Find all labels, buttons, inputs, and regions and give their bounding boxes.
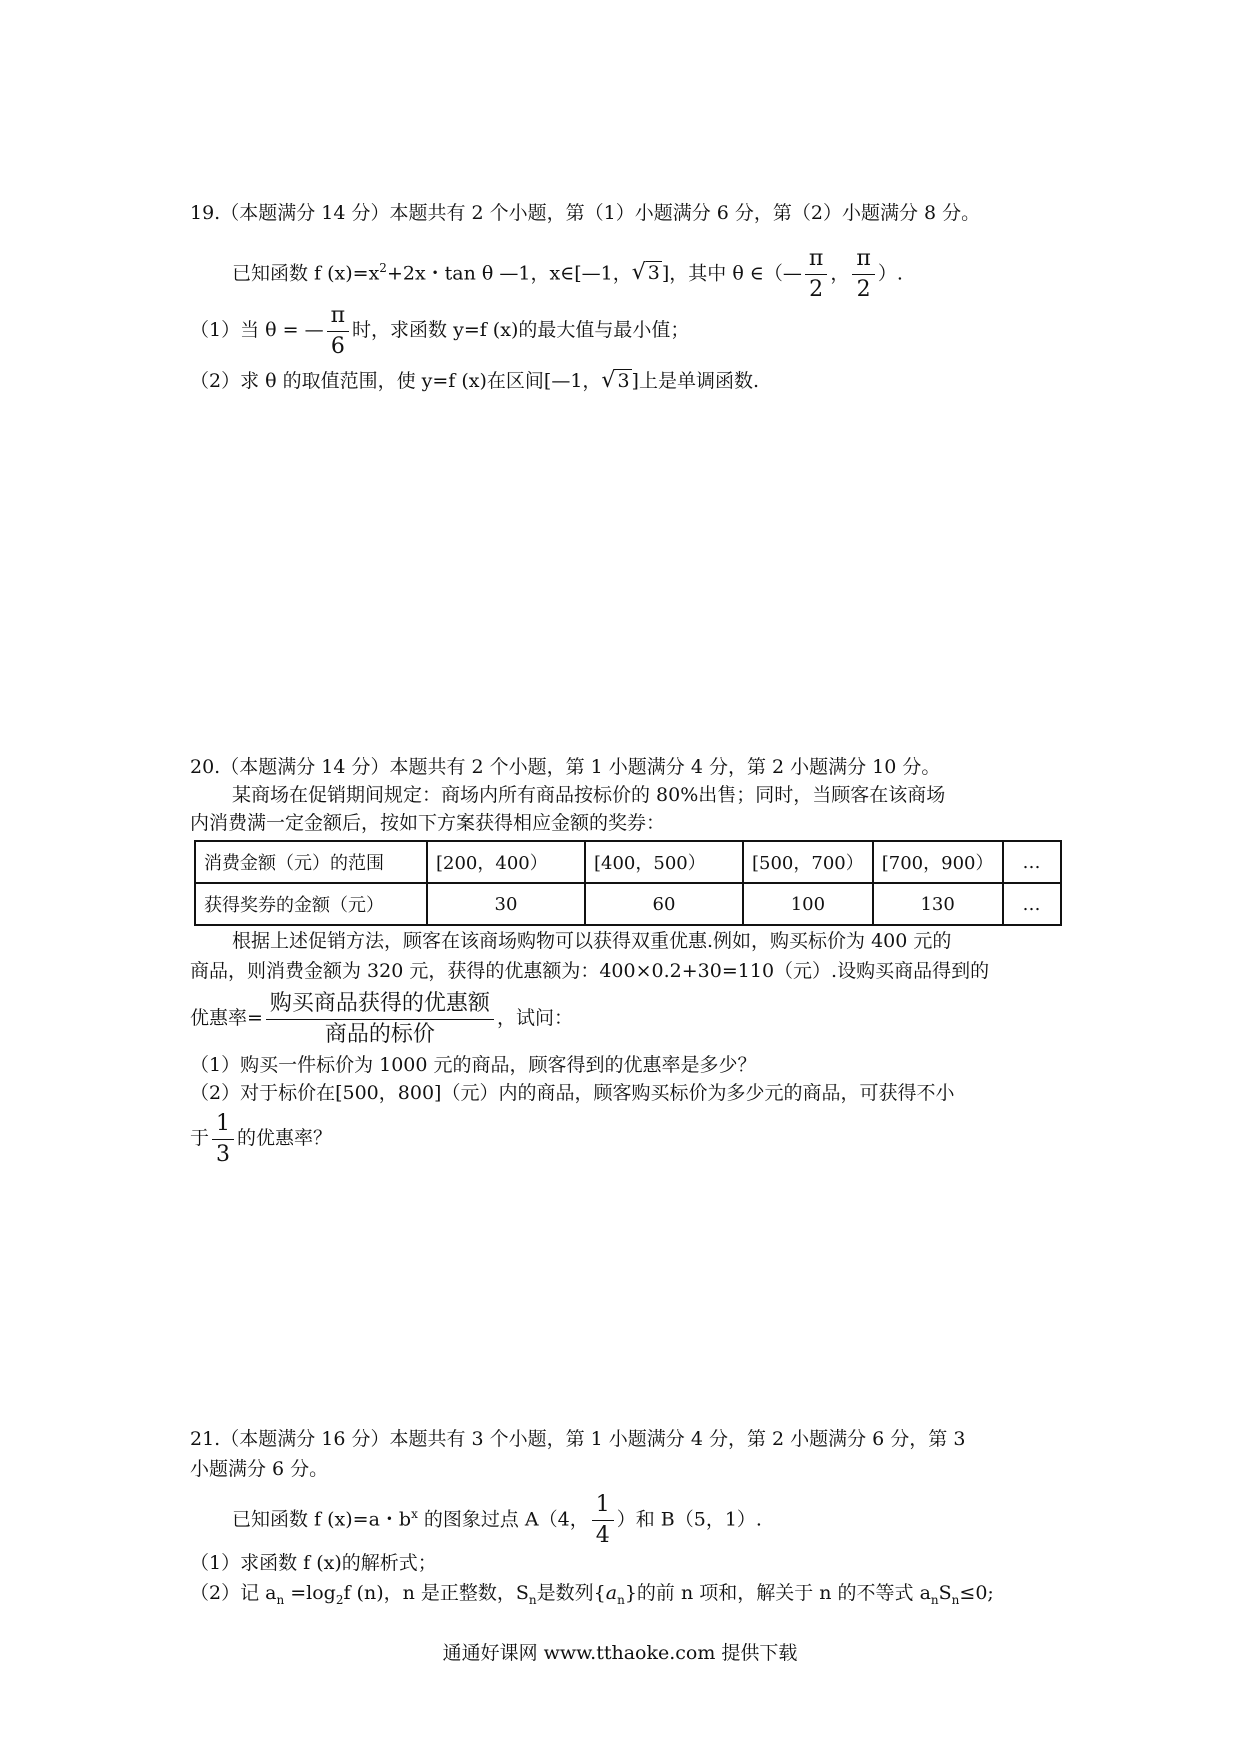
q19-part1: （1）当 θ = — $\frac{\pi}{6}$ 时，求函数 y=f (x)的最大值与最小值； (190, 300, 689, 362)
table-row (195, 883, 1061, 925)
q20-header: 20.（本题满分 14 分）本题共有 2 个小题，第 1 小题满分 4 分，第 2 小题满分 10 分。 (190, 756, 941, 778)
fraction-pi-over-2: $\frac{\pi}{2}$ (852, 244, 874, 305)
page-footer: 通通好课网 www.tthaoke.com 提供下载 (442, 1642, 798, 1664)
q20-intro-line2: 内消费满一定金额后，按如下方案获得相应金额的奖券： (190, 812, 666, 834)
table-cell: [400，500） (585, 841, 743, 883)
table-row (195, 841, 1061, 883)
table-cell: 30 (427, 883, 585, 925)
sqrt-3: √ 3 (601, 368, 630, 393)
rate-fraction: $\frac{\text{购买商品获得的优惠额}}{\text{商品的标价}}$ (266, 989, 494, 1050)
table-header-cell: 消费金额（元）的范围 (195, 841, 427, 883)
table-cell: 60 (585, 883, 743, 925)
fraction-one-third: $\frac{1}{3}$ (212, 1109, 234, 1170)
q21-stem: 已知函数 f (x)=a・$b^x$ 的图象过点 A（4， $\frac{1}{4}$ ）和 B（5，1）. (232, 1482, 762, 1551)
q20-part2: （2）对于标价在[500，800]（元）内的商品，顾客购买标价为多少元的商品，可获得不小 (190, 1082, 955, 1104)
table-cell: [700，900） (873, 841, 1003, 883)
q20-example-line2: 商品，则消费金额为 320 元，获得的优惠额为：400×0.2+30=110（元）.设购买商品得到的 (190, 960, 990, 982)
fraction-pi-over-2: $\frac{\pi}{2}$ (805, 244, 827, 305)
table-cell: [500，700） (743, 841, 873, 883)
q19-part2: （2）求 θ 的取值范围，使 y=f (x)在区间[—1，√ 3 ]上是单调函数. (190, 366, 759, 396)
q21-part1: （1）求函数 f (x)的解析式； (190, 1552, 437, 1574)
sqrt-3: √ 3 (631, 260, 660, 286)
table-cell: [200，400） (427, 841, 585, 883)
q20-example-line1: 根据上述促销方法，顾客在该商场购物可以获得双重优惠.例如，购买标价为 400 元的 (232, 930, 952, 952)
table-cell: … (1003, 883, 1061, 925)
fraction-one-fourth: $\frac{1}{4}$ (592, 1490, 614, 1551)
q21-header-line2: 小题满分 6 分。 (190, 1458, 329, 1480)
q20-intro-line1: 某商场在促销期间规定：商场内所有商品按标价的 80%出售；同时，当顾客在该商场 (232, 784, 946, 806)
table-header-cell: 获得奖券的金额（元） (195, 883, 427, 925)
q20-part2-cont: 于 $\frac{1}{3}$ 的优惠率？ (190, 1108, 332, 1170)
reward-table (194, 840, 1062, 926)
table-cell: … (1003, 841, 1061, 883)
q20-part1: （1）购买一件标价为 1000 元的商品，顾客得到的优惠率是多少？ (190, 1054, 757, 1076)
table-cell: 130 (873, 883, 1003, 925)
q21-header-line1: 21.（本题满分 16 分）本题共有 3 个小题，第 1 小题满分 4 分，第 2 小题满分 6 分，第 3 (190, 1428, 966, 1450)
q20-rate-definition: 优惠率= $\frac{\text{购买商品获得的优惠额}}{\text{商品的标价}}$ ，试问： (190, 986, 573, 1050)
q19-header: 19.（本题满分 14 分）本题共有 2 个小题，第（1）小题满分 6 分，第（2）小题满分 8 分。 (190, 202, 981, 224)
table-cell: 100 (743, 883, 873, 925)
fraction-pi-over-6: $\frac{\pi}{6}$ (327, 301, 349, 362)
q19-stem: 已知函数 f $(x)=x^2+2x$・tan θ —1，x∈[—1，√ 3 ]，其中 θ ∈（— $\frac{\pi}{2}$ ， $\frac{\pi}{2}$ ）. (232, 240, 903, 305)
q21-part2: （2）记 $a_n =\log_2f$ (n)，n 是正整数，$S_n$是数列$\{a_n\}$的前 n 项和，解关于 n 的不等式 $a_nS_n\le 0$; (190, 1582, 994, 1607)
